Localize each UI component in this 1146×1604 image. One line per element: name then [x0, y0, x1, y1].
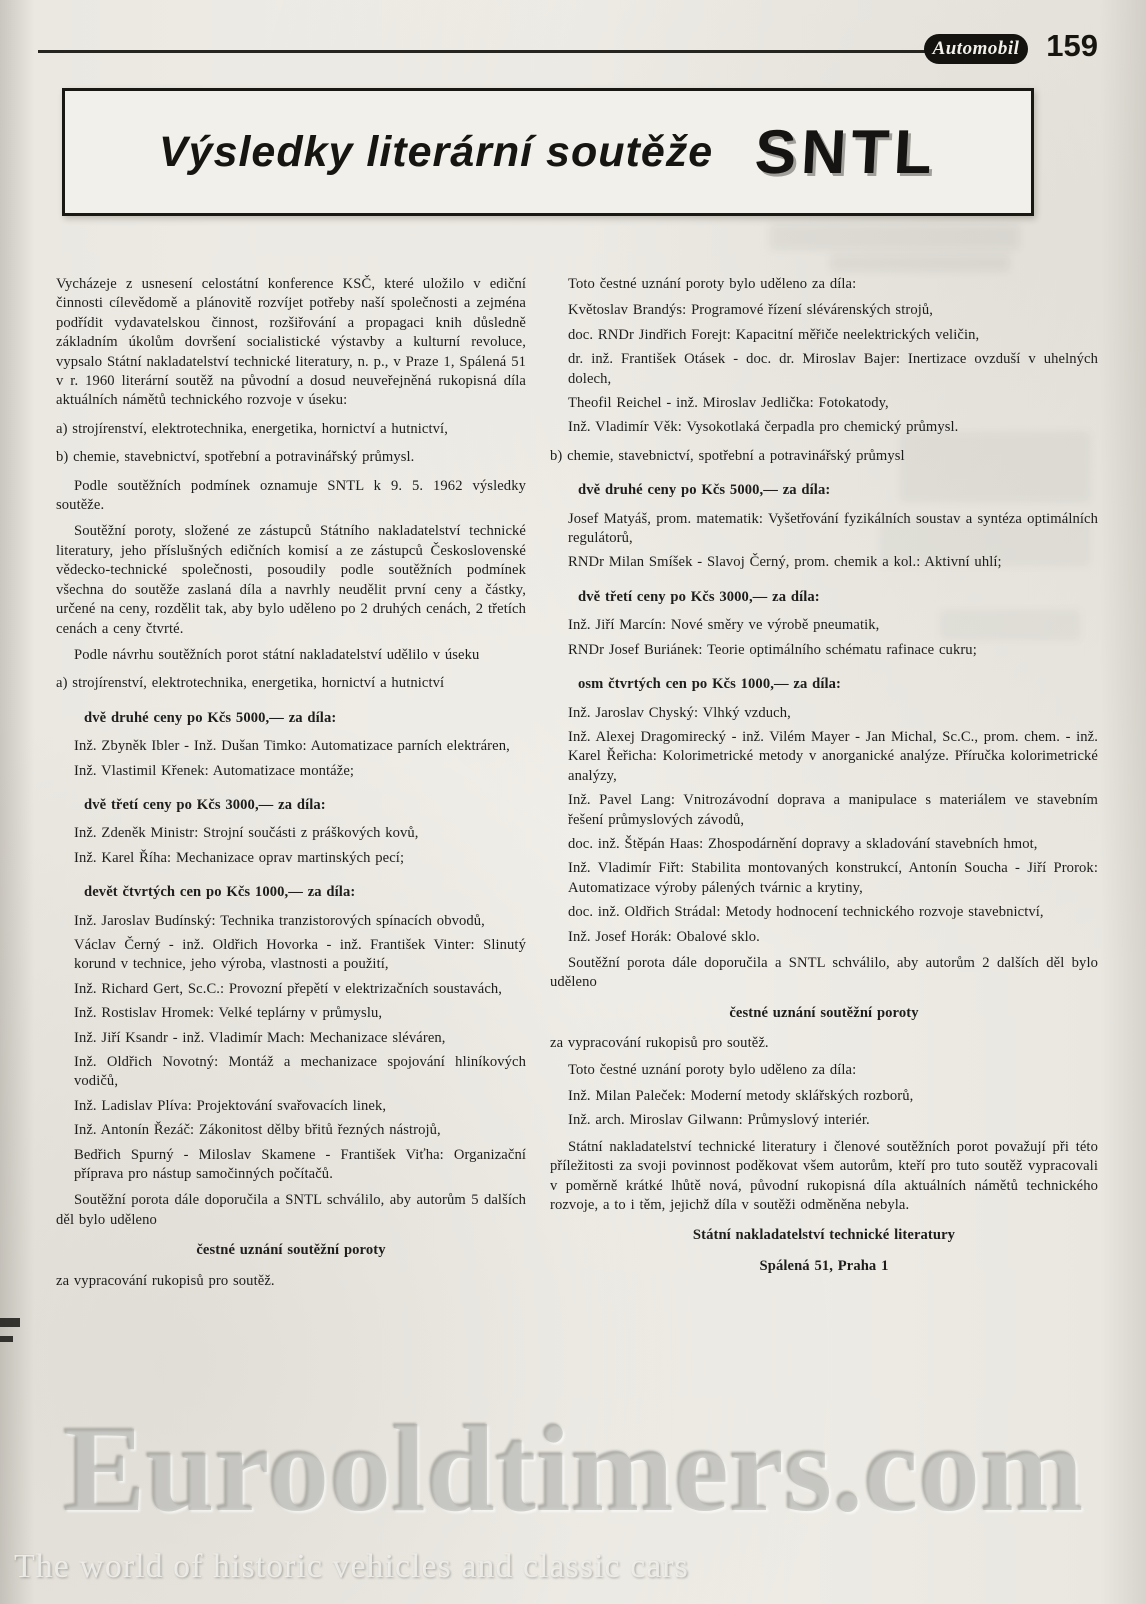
category-item: b) chemie, stavebnictví, spotřební a potravinářský průmysl [550, 447, 905, 464]
category-item: b) chemie, stavebnictví, spotřební a potravinářský průmysl. [56, 449, 415, 466]
paragraph: Vycházeje z usnesení celostátní konference KSČ, které uložilo v ediční činnosti cílevědomě a plánovitě rozvíjet potřeby naší společnosti a zejména podřídit vydavatelskou činnost, rozšiřování a propagaci knih důsledně základním úkolům dovršení socialistické výstavby a kulturní revoluce, vypsalo Státní nakladatelství technické literatury, n. p., v Praze 1, Spálená 51 v r. 1960 literární soutěž na původní a dosud neuveřejněná rukopisná díla aktuálních námětů technického rozvoje v úseku: [56, 276, 526, 409]
paragraph: Toto čestné uznání poroty bylo uděleno za díla: [568, 276, 857, 292]
paragraph: Soutěžní poroty, složené ze zástupců Státního nakladatelství technické literatury, jeho příslušných edičních komisí a ze zástupců Československé vědecko-technické společnosti, posoudily podle soutěžních podmínek všechna do soutěže zaslaná díla a navrhly neudělit první ceny a částky, určené na ceny, rozdělit tak, aby bylo uděleno po 2 druhých cenách, 2 třetích cenách a ceny čtvrté. [56, 523, 526, 637]
prize-entry: Bedřich Spurný - Miloslav Skamene - František Viťha: Organizační příprava pro nástup samočinných počítačů. [74, 1146, 526, 1183]
prize-entry: Inž. Oldřich Novotný: Montáž a mechanizace spojování hliníkových vodičů, [74, 1054, 526, 1090]
paragraph: za vypracování rukopisů pro soutěž. [56, 1272, 275, 1289]
sntl-logo: SNTL [753, 117, 939, 187]
prize-heading: dvě druhé ceny po Kčs 5000,— za díla: [578, 482, 831, 499]
prize-entry: Inž. Jaroslav Budínský: Technika tranzistorových spínacích obvodů, [74, 912, 485, 929]
watermark-tagline: The world of historic vehicles and classic cars [14, 1548, 689, 1585]
prize-entry: Inž. Pavel Lang: Vnitrozávodní doprava a manipulace s materiálem ve stavebním řešení průmyslových závodů, [568, 792, 1098, 828]
paragraph: Státní nakladatelství technické literatury i členové soutěžních porot považují při této příležitosti za svoji povinnost poděkovat všem autorům, kteří pro tuto soutěž vypracovali v poměrně krátké lhůtě nová, původní rukopisná díla aktuálních námětů technického rozvoje, a to i těm, jejichž díla v soutěži odměněna nebyla. [550, 1138, 1098, 1214]
category-item: a) strojírenství, elektrotechnika, energetika, hornictví a hutnictví, [56, 420, 448, 437]
prize-entry: dr. inž. František Otásek - doc. dr. Miroslav Bajer: Inertizace ovzduší v uhelných dolech, [568, 351, 1098, 387]
scan-edge-mark [0, 1336, 13, 1342]
paragraph: Soutěžní porota dále doporučila a SNTL schválilo, aby autorům 5 dalších děl bylo uděleno [56, 1192, 526, 1228]
prize-entry: Inž. Richard Gert, Sc.C.: Provozní přepětí v elektrizačních soustavách, [74, 980, 503, 997]
prize-entry: Inž. Josef Horák: Obalové sklo. [568, 928, 760, 945]
prize-entry: Inž. Vladimír Věk: Vysokotlaká čerpadla pro chemický průmysl. [568, 419, 959, 436]
page-number: 159 [1046, 28, 1098, 63]
prize-entry: doc. inž. Štěpán Haas: Zhospodárnění dopravy a skladování stavebních hmot, [568, 835, 1038, 852]
prize-entry: Inž. Antonín Řezáč: Zákonitost dělby břitů řezných nástrojů, [74, 1122, 441, 1139]
prize-entry: Inž. Vlastimil Křenek: Automatizace montáže; [74, 762, 355, 779]
article-body [56, 268, 1098, 1298]
prize-entry: Inž. Alexej Dragomirecký - inž. Vilém Mayer - Jan Michal, Sc.C., prom. chem. - inž. Karel Řeřicha: Kolorimetrické metody v anorganické analýze. Příručka kolorimetrické analýzy, [568, 728, 1098, 784]
signature-line: Spálená 51, Praha 1 [759, 1257, 889, 1274]
prize-entry: doc. inž. Oldřich Strádal: Metody hodnocení technického rozvoje stavebnictví, [568, 904, 1044, 921]
paragraph: Soutěžní porota dále doporučila a SNTL schválilo, aby autorům 2 dalších děl bylo uděleno [550, 954, 1098, 991]
honor-heading: čestné uznání soutěžní poroty [729, 1004, 919, 1021]
prize-entry: Inž. Zdeněk Ministr: Strojní součásti z práškových kovů, [74, 825, 419, 842]
prize-entry: Inž. arch. Miroslav Gilwann: Průmyslový interiér. [568, 1112, 870, 1129]
watermark-text: Eurooldtimers.com [62, 1400, 1084, 1537]
prize-entry: Inž. Zbyněk Ibler - Inž. Dušan Timko: Automatizace parních elektráren, [74, 738, 510, 755]
prize-heading: dvě třetí ceny po Kčs 3000,— za díla: [84, 796, 326, 813]
honor-heading: čestné uznání soutěžní poroty [196, 1242, 386, 1259]
prize-entry: Inž. Jaroslav Chyský: Vlhký vzduch, [568, 704, 791, 721]
prize-entry: Inž. Jiří Ksandr - inž. Vladimír Mach: Mechanizace sléváren, [74, 1029, 446, 1046]
right-column [550, 268, 1098, 1298]
prize-entry: doc. RNDr Jindřich Forejt: Kapacitní měřiče neelektrických veličin, [568, 326, 980, 343]
paragraph: za vypracování rukopisů pro soutěž. [550, 1035, 769, 1052]
scan-edge-mark [0, 1318, 20, 1327]
prize-entry: Josef Matyáš, prom. matematik: Vyšetřování fyzikálních soustav a syntéza optimálních regulátorů, [568, 510, 1098, 547]
signature-line: Státní nakladatelství technické literatury [692, 1227, 956, 1244]
prize-entry: Inž. Milan Paleček: Moderní metody sklářských rozborů, [568, 1088, 914, 1104]
article-title-box [62, 88, 1034, 216]
prize-heading: osm čtvrtých cen po Kčs 1000,— za díla: [578, 676, 842, 693]
prize-entry: Inž. Jiří Marcín: Nové směry ve výrobě pneumatik, [568, 617, 880, 634]
left-column [56, 268, 526, 1298]
paragraph: Toto čestné uznání poroty bylo uděleno za díla: [568, 1061, 857, 1078]
prize-entry: RNDr Josef Buriánek: Teorie optimálního schématu rafinace cukru; [568, 641, 977, 658]
paragraph: Podle návrhu soutěžních porot státní nakladatelství udělilo v úseku [74, 646, 480, 663]
prize-entry: Inž. Ladislav Plíva: Projektování svařovacích linek, [74, 1097, 387, 1114]
prize-heading: dvě třetí ceny po Kčs 3000,— za díla: [578, 588, 820, 605]
magazine-logo: Automobil [924, 34, 1028, 64]
prize-heading: dvě druhé ceny po Kčs 5000,— za díla: [84, 709, 337, 726]
prize-entry: Theofil Reichel - inž. Miroslav Jedlička: Fotokatody, [568, 395, 889, 412]
prize-entry: Inž. Vladimír Fiřt: Stabilita montovaných konstrukcí, Antonín Soucha - Jiří Prorok: Automatizace výroby pálených tvárnic a krytiny, [568, 860, 1098, 896]
category-item: a) strojírenství, elektrotechnika, energetika, hornictví a hutnictví [56, 675, 445, 692]
prize-entry: Inž. Karel Říha: Mechanizace oprav martinských pecí; [74, 849, 405, 866]
prize-entry: Václav Černý - inž. Oldřich Hovorka - inž. František Vinter: Slinutý korund v technice, jeho výroba, vlastnosti a použití, [74, 936, 526, 973]
article-title: Výsledky literární soutěže [158, 127, 714, 176]
bleed-through-artifact [770, 224, 1020, 250]
prize-entry: Inž. Rostislav Hromek: Velké teplárny v průmyslu, [74, 1005, 383, 1022]
header-rule [38, 50, 1026, 53]
prize-entry: Květoslav Brandýs: Programové řízení slévárenských strojů, [568, 302, 934, 319]
prize-entry: RNDr Milan Smíšek - Slavoj Černý, prom. chemik a kol.: Aktivní uhlí; [568, 554, 1002, 571]
prize-heading: devět čtvrtých cen po Kčs 1000,— za díla: [84, 884, 356, 901]
paragraph: Podle soutěžních podmínek oznamuje SNTL k 9. 5. 1962 výsledky soutěže. [56, 477, 526, 514]
